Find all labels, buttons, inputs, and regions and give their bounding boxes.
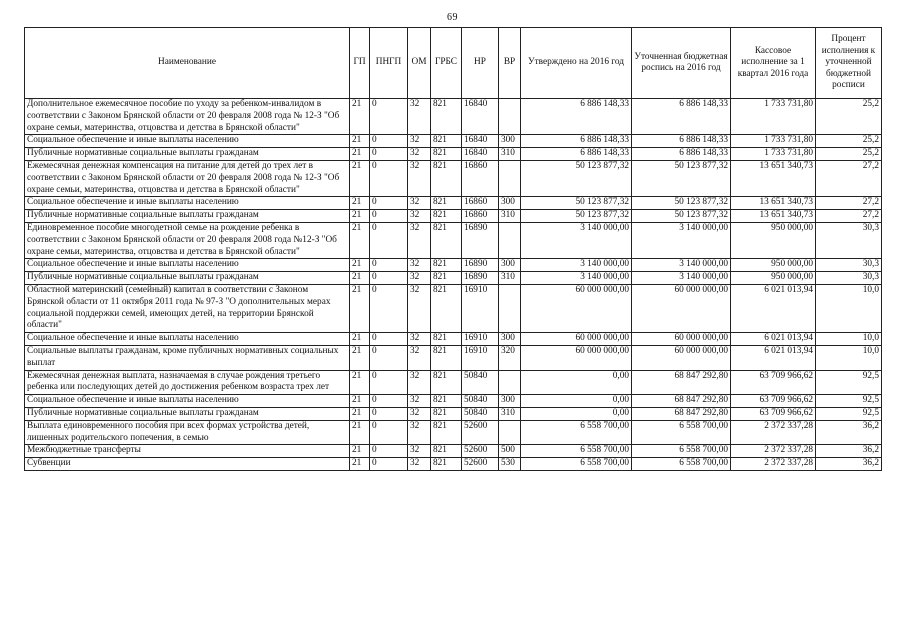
- header-pngp: ПНГП: [370, 28, 408, 99]
- cell-vr: 300: [499, 395, 521, 408]
- cell-gp: 21: [350, 370, 370, 395]
- cell-approved: 6 558 700,00: [521, 420, 632, 445]
- cell-name: Субвенции: [25, 458, 350, 471]
- cell-np: 50840: [462, 370, 499, 395]
- cell-gp: 21: [350, 160, 370, 196]
- cell-name: Ежемесячная денежная выплата, назначаемая в случае рождения третьего ребенка или последующих детей до достижения ребенком возраста трех лет: [25, 370, 350, 395]
- cell-percent: 10,0: [816, 284, 882, 332]
- cell-clarified: 6 886 148,33: [632, 148, 731, 161]
- cell-grbs: 821: [431, 135, 462, 148]
- cell-pngp: 0: [370, 445, 408, 458]
- cell-vr: 300: [499, 333, 521, 346]
- cell-gp: 21: [350, 345, 370, 370]
- cell-np: 16890: [462, 259, 499, 272]
- cell-grbs: 821: [431, 210, 462, 223]
- cell-grbs: 821: [431, 284, 462, 332]
- cell-percent: 25,2: [816, 148, 882, 161]
- cell-om: 32: [408, 210, 431, 223]
- cell-om: 32: [408, 284, 431, 332]
- cell-gp: 21: [350, 272, 370, 285]
- header-np: НР: [462, 28, 499, 99]
- cell-np: 16910: [462, 284, 499, 332]
- cell-gp: 21: [350, 445, 370, 458]
- cell-name: Межбюджетные трансферты: [25, 445, 350, 458]
- cell-clarified: 50 123 877,32: [632, 160, 731, 196]
- table-row: [25, 148, 882, 161]
- cell-pngp: 0: [370, 160, 408, 196]
- cell-om: 32: [408, 197, 431, 210]
- cell-cash: 950 000,00: [731, 272, 816, 285]
- cell-np: 16840: [462, 148, 499, 161]
- table-row: [25, 160, 882, 196]
- table-row: [25, 222, 882, 258]
- cell-vr: 310: [499, 407, 521, 420]
- cell-om: 32: [408, 160, 431, 196]
- page-number: 69: [447, 12, 458, 23]
- cell-clarified: 3 140 000,00: [632, 272, 731, 285]
- cell-pngp: 0: [370, 284, 408, 332]
- cell-om: 32: [408, 370, 431, 395]
- cell-percent: 36,2: [816, 420, 882, 445]
- cell-percent: 30,3: [816, 222, 882, 258]
- cell-clarified: 60 000 000,00: [632, 284, 731, 332]
- cell-clarified: 60 000 000,00: [632, 333, 731, 346]
- cell-cash: 950 000,00: [731, 259, 816, 272]
- cell-om: 32: [408, 420, 431, 445]
- cell-np: 16860: [462, 197, 499, 210]
- table-row: [25, 284, 882, 332]
- table-row: [25, 272, 882, 285]
- cell-percent: 10,0: [816, 333, 882, 346]
- cell-approved: 60 000 000,00: [521, 333, 632, 346]
- cell-percent: 25,2: [816, 135, 882, 148]
- cell-pngp: 0: [370, 148, 408, 161]
- cell-vr: 320: [499, 345, 521, 370]
- cell-approved: 6 558 700,00: [521, 445, 632, 458]
- cell-cash: 1 733 731,80: [731, 148, 816, 161]
- cell-cash: 63 709 966,62: [731, 370, 816, 395]
- cell-grbs: 821: [431, 407, 462, 420]
- cell-om: 32: [408, 135, 431, 148]
- cell-name: Социальное обеспечение и иные выплаты населению: [25, 395, 350, 408]
- cell-om: 32: [408, 222, 431, 258]
- table-row: [25, 458, 882, 471]
- cell-cash: 6 021 013,94: [731, 333, 816, 346]
- cell-np: 52600: [462, 445, 499, 458]
- cell-om: 32: [408, 458, 431, 471]
- cell-vr: [499, 284, 521, 332]
- cell-grbs: 821: [431, 345, 462, 370]
- cell-vr: [499, 160, 521, 196]
- budget-table: [24, 27, 882, 471]
- cell-name: Единовременное пособие многодетной семье на рождение ребенка в соответствии с Законом Брянской области от 20 февраля 2008 года №12-З "Об охране семьи, материнства, отцовства и детства в Брянской области": [25, 222, 350, 258]
- cell-percent: 92,5: [816, 370, 882, 395]
- header-vr: ВР: [499, 28, 521, 99]
- cell-name: Социальное обеспечение и иные выплаты населению: [25, 135, 350, 148]
- cell-approved: 50 123 877,32: [521, 197, 632, 210]
- cell-name: Публичные нормативные социальные выплаты гражданам: [25, 407, 350, 420]
- table-row: [25, 135, 882, 148]
- header-om: ОМ: [408, 28, 431, 99]
- cell-vr: [499, 99, 521, 135]
- cell-pngp: 0: [370, 259, 408, 272]
- cell-np: 16860: [462, 160, 499, 196]
- cell-clarified: 60 000 000,00: [632, 345, 731, 370]
- cell-np: 16910: [462, 333, 499, 346]
- cell-pngp: 0: [370, 99, 408, 135]
- cell-gp: 21: [350, 148, 370, 161]
- cell-percent: 36,2: [816, 445, 882, 458]
- cell-approved: 6 558 700,00: [521, 458, 632, 471]
- cell-approved: 50 123 877,32: [521, 160, 632, 196]
- cell-vr: 300: [499, 259, 521, 272]
- cell-approved: 6 886 148,33: [521, 135, 632, 148]
- cell-cash: 6 021 013,94: [731, 284, 816, 332]
- cell-np: 16890: [462, 272, 499, 285]
- cell-grbs: 821: [431, 333, 462, 346]
- cell-clarified: 3 140 000,00: [632, 222, 731, 258]
- cell-percent: 27,2: [816, 210, 882, 223]
- cell-gp: 21: [350, 333, 370, 346]
- cell-grbs: 821: [431, 160, 462, 196]
- cell-vr: 500: [499, 445, 521, 458]
- cell-approved: 0,00: [521, 395, 632, 408]
- cell-om: 32: [408, 333, 431, 346]
- cell-grbs: 821: [431, 222, 462, 258]
- cell-name: Областной материнский (семейный) капитал в соответствии с Законом Брянской области от 11 октября 2011 года № 97-З "О дополнительных мерах социальной поддержки семей, имеющих детей, на территории Брянской области": [25, 284, 350, 332]
- cell-np: 16840: [462, 99, 499, 135]
- table-body: [25, 99, 882, 471]
- cell-vr: 300: [499, 135, 521, 148]
- cell-cash: 63 709 966,62: [731, 407, 816, 420]
- cell-approved: 6 886 148,33: [521, 99, 632, 135]
- cell-gp: 21: [350, 458, 370, 471]
- table-row: [25, 197, 882, 210]
- cell-np: 52600: [462, 420, 499, 445]
- table-header-row: [25, 28, 882, 99]
- table-row: [25, 210, 882, 223]
- cell-pngp: 0: [370, 395, 408, 408]
- cell-om: 32: [408, 99, 431, 135]
- cell-gp: 21: [350, 135, 370, 148]
- cell-gp: 21: [350, 284, 370, 332]
- cell-pngp: 0: [370, 222, 408, 258]
- cell-cash: 6 021 013,94: [731, 345, 816, 370]
- cell-pngp: 0: [370, 333, 408, 346]
- header-gp: ГП: [350, 28, 370, 99]
- cell-grbs: 821: [431, 445, 462, 458]
- cell-name: Выплата единовременного пособия при всех формах устройства детей, лишенных родительского попечения, в семью: [25, 420, 350, 445]
- cell-om: 32: [408, 407, 431, 420]
- cell-om: 32: [408, 395, 431, 408]
- cell-np: 16860: [462, 210, 499, 223]
- table-row: [25, 345, 882, 370]
- table-row: [25, 395, 882, 408]
- cell-percent: 27,2: [816, 160, 882, 196]
- cell-gp: 21: [350, 197, 370, 210]
- cell-pngp: 0: [370, 370, 408, 395]
- cell-pngp: 0: [370, 407, 408, 420]
- cell-np: 50840: [462, 407, 499, 420]
- cell-grbs: 821: [431, 148, 462, 161]
- cell-approved: 50 123 877,32: [521, 210, 632, 223]
- cell-gp: 21: [350, 420, 370, 445]
- cell-percent: 30,3: [816, 272, 882, 285]
- cell-cash: 13 651 340,73: [731, 210, 816, 223]
- cell-om: 32: [408, 345, 431, 370]
- cell-clarified: 50 123 877,32: [632, 210, 731, 223]
- cell-percent: 30,3: [816, 259, 882, 272]
- cell-percent: 10,0: [816, 345, 882, 370]
- cell-np: 50840: [462, 395, 499, 408]
- cell-clarified: 68 847 292,80: [632, 395, 731, 408]
- cell-om: 32: [408, 148, 431, 161]
- cell-vr: [499, 370, 521, 395]
- cell-clarified: 6 558 700,00: [632, 445, 731, 458]
- cell-om: 32: [408, 259, 431, 272]
- cell-gp: 21: [350, 210, 370, 223]
- cell-grbs: 821: [431, 197, 462, 210]
- cell-cash: 13 651 340,73: [731, 160, 816, 196]
- cell-cash: 13 651 340,73: [731, 197, 816, 210]
- cell-percent: 25,2: [816, 99, 882, 135]
- cell-vr: 310: [499, 272, 521, 285]
- table-row: [25, 259, 882, 272]
- cell-pngp: 0: [370, 135, 408, 148]
- header-name: Наименование: [25, 28, 350, 99]
- header-approved: Утверждено на 2016 год: [521, 28, 632, 99]
- cell-np: 16890: [462, 222, 499, 258]
- cell-approved: 60 000 000,00: [521, 284, 632, 332]
- cell-clarified: 6 558 700,00: [632, 458, 731, 471]
- cell-pngp: 0: [370, 458, 408, 471]
- header-percent: Процент исполнения к уточненной бюджетной росписи: [816, 28, 882, 99]
- cell-cash: 1 733 731,80: [731, 135, 816, 148]
- cell-cash: 2 372 337,28: [731, 445, 816, 458]
- cell-name: Социальное обеспечение и иные выплаты населению: [25, 259, 350, 272]
- cell-approved: 3 140 000,00: [521, 259, 632, 272]
- cell-approved: 0,00: [521, 407, 632, 420]
- cell-np: 16840: [462, 135, 499, 148]
- cell-grbs: 821: [431, 259, 462, 272]
- table-row: [25, 370, 882, 395]
- cell-grbs: 821: [431, 395, 462, 408]
- cell-name: Социальное обеспечение и иные выплаты населению: [25, 333, 350, 346]
- cell-vr: [499, 222, 521, 258]
- cell-np: 52600: [462, 458, 499, 471]
- cell-pngp: 0: [370, 345, 408, 370]
- cell-vr: 310: [499, 148, 521, 161]
- cell-om: 32: [408, 272, 431, 285]
- cell-name: Публичные нормативные социальные выплаты гражданам: [25, 272, 350, 285]
- cell-approved: 60 000 000,00: [521, 345, 632, 370]
- cell-om: 32: [408, 445, 431, 458]
- header-clarified: Уточненная бюджетная роспись на 2016 год: [632, 28, 731, 99]
- cell-name: Публичные нормативные социальные выплаты гражданам: [25, 210, 350, 223]
- table-row: [25, 333, 882, 346]
- table-row: [25, 445, 882, 458]
- cell-pngp: 0: [370, 272, 408, 285]
- cell-clarified: 3 140 000,00: [632, 259, 731, 272]
- cell-approved: 3 140 000,00: [521, 272, 632, 285]
- cell-gp: 21: [350, 407, 370, 420]
- cell-gp: 21: [350, 395, 370, 408]
- cell-vr: 310: [499, 210, 521, 223]
- cell-vr: 300: [499, 197, 521, 210]
- cell-cash: 63 709 966,62: [731, 395, 816, 408]
- cell-clarified: 6 558 700,00: [632, 420, 731, 445]
- cell-pngp: 0: [370, 197, 408, 210]
- cell-vr: [499, 420, 521, 445]
- cell-gp: 21: [350, 259, 370, 272]
- cell-name: Дополнительное ежемесячное пособие по уходу за ребенком-инвалидом в соответствии с Законом Брянской области от 20 февраля 2008 года № 12-З "Об охране семьи, материнства, отцовства и детства в Брянской области": [25, 99, 350, 135]
- header-grbs: ГРБС: [431, 28, 462, 99]
- cell-name: Социальное обеспечение и иные выплаты населению: [25, 197, 350, 210]
- cell-clarified: 50 123 877,32: [632, 197, 731, 210]
- cell-clarified: 68 847 292,80: [632, 407, 731, 420]
- header-cash: Кассовое исполнение за 1 квартал 2016 года: [731, 28, 816, 99]
- cell-np: 16910: [462, 345, 499, 370]
- cell-grbs: 821: [431, 99, 462, 135]
- cell-clarified: 6 886 148,33: [632, 135, 731, 148]
- cell-grbs: 821: [431, 458, 462, 471]
- cell-approved: 0,00: [521, 370, 632, 395]
- cell-clarified: 68 847 292,80: [632, 370, 731, 395]
- table-row: [25, 99, 882, 135]
- cell-percent: 92,5: [816, 395, 882, 408]
- cell-gp: 21: [350, 99, 370, 135]
- cell-approved: 3 140 000,00: [521, 222, 632, 258]
- table-row: [25, 420, 882, 445]
- cell-pngp: 0: [370, 210, 408, 223]
- cell-name: Публичные нормативные социальные выплаты гражданам: [25, 148, 350, 161]
- cell-name: Социальные выплаты гражданам, кроме публичных нормативных социальных выплат: [25, 345, 350, 370]
- cell-grbs: 821: [431, 420, 462, 445]
- cell-name: Ежемесячная денежная компенсация на питание для детей до трех лет в соответствии с Законом Брянской области от 20 февраля 2008 года № 12-З "Об охране семьи, материнства, отцовства и детства в Брянской области": [25, 160, 350, 196]
- cell-percent: 92,5: [816, 407, 882, 420]
- cell-pngp: 0: [370, 420, 408, 445]
- cell-cash: 2 372 337,28: [731, 420, 816, 445]
- cell-percent: 27,2: [816, 197, 882, 210]
- cell-approved: 6 886 148,33: [521, 148, 632, 161]
- cell-gp: 21: [350, 222, 370, 258]
- cell-grbs: 821: [431, 272, 462, 285]
- cell-percent: 36,2: [816, 458, 882, 471]
- cell-cash: 1 733 731,80: [731, 99, 816, 135]
- cell-vr: 530: [499, 458, 521, 471]
- cell-grbs: 821: [431, 370, 462, 395]
- table-row: [25, 407, 882, 420]
- cell-cash: 2 372 337,28: [731, 458, 816, 471]
- cell-cash: 950 000,00: [731, 222, 816, 258]
- cell-clarified: 6 886 148,33: [632, 99, 731, 135]
